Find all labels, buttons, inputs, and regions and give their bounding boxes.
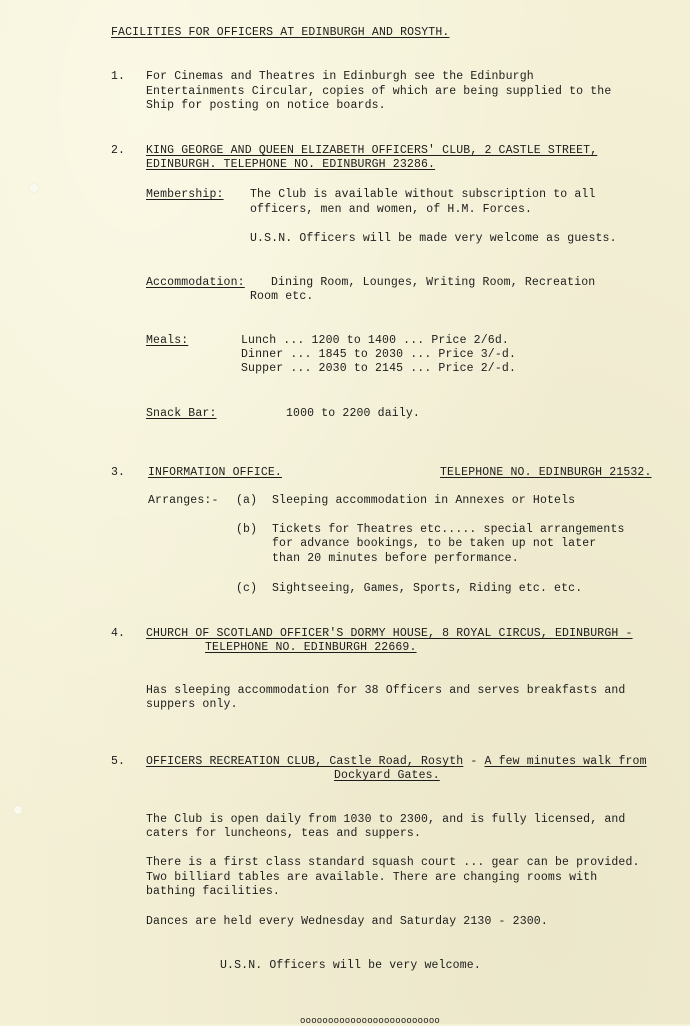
item-a-line-1: Sleeping accommodation in Annexes or Hotels <box>272 494 576 507</box>
section-2-heading-line-1: KING GEORGE AND QUEEN ELIZABETH OFFICERS' CLUB, 2 CASTLE STREET, <box>146 144 598 157</box>
snack-bar-label: Snack Bar: <box>146 407 217 420</box>
section-3-telephone: TELEPHONE NO. EDINBURGH 21532. <box>440 466 652 479</box>
section-1-line-3: Ship for posting on notice boards. <box>146 99 386 112</box>
section-2-heading-line-2: EDINBURGH. TELEPHONE NO. EDINBURGH 23286. <box>146 158 436 171</box>
meal-lunch: Lunch ... 1200 to 1400 ... Price 2/6d. <box>241 334 509 347</box>
section-5-walk-note: A few minutes walk from <box>484 755 647 768</box>
usn-welcome-guests: U.S.N. Officers will be made very welcome as guests. <box>250 232 617 245</box>
snack-bar-hours: 1000 to 2200 daily. <box>286 407 420 420</box>
membership-line-2: officers, men and women, of H.M. Forces. <box>250 203 533 216</box>
item-b-line-3: than 20 minutes before performance. <box>272 552 519 565</box>
meal-dinner: Dinner ... 1845 to 2030 ... Price 3/-d. <box>241 348 516 361</box>
section-2-number: 2. <box>111 144 126 157</box>
punch-hole-bottom <box>14 806 22 814</box>
section-4-line-1: Has sleeping accommodation for 38 Officers and serves breakfasts and <box>146 684 626 697</box>
item-c-letter: (c) <box>236 582 258 595</box>
document-title: FACILITIES FOR OFFICERS AT EDINBURGH AND ROSYTH. <box>111 26 450 39</box>
meal-supper: Supper ... 2030 to 2145 ... Price 2/-d. <box>241 362 516 375</box>
section-3-heading: INFORMATION OFFICE. <box>148 466 282 479</box>
section-5-club-name: OFFICERS RECREATION CLUB, Castle Road, Rosyth <box>146 755 464 768</box>
punch-hole-top <box>30 184 38 192</box>
item-b-line-2: for advance bookings, to be taken up not later <box>272 537 597 550</box>
item-b-line-1: Tickets for Theatres etc..... special arrangements <box>272 523 625 536</box>
section-5-para-2-line-2: Two billiard tables are available. There are changing rooms with <box>146 871 598 884</box>
membership-label: Membership: <box>146 188 224 201</box>
footer-rule: ooooooooooooooooooooooooo <box>300 1016 441 1026</box>
section-4-heading-line-1: CHURCH OF SCOTLAND OFFICER'S DORMY HOUSE, 8 ROYAL CIRCUS, EDINBURGH - <box>146 627 633 640</box>
section-5-heading-line-2: Dockyard Gates. <box>334 769 440 782</box>
section-5-para-1-line-2: caters for luncheons, teas and suppers. <box>146 827 421 840</box>
closing-welcome: U.S.N. Officers will be very welcome. <box>220 959 481 972</box>
section-1-number: 1. <box>111 70 126 83</box>
section-1-line-2: Entertainments Circular, copies of which are being supplied to the <box>146 85 612 98</box>
section-5-number: 5. <box>111 755 126 768</box>
section-4-line-2: suppers only. <box>146 698 238 711</box>
section-5-para-2-line-3: bathing facilities. <box>146 885 280 898</box>
section-5-dash: - <box>463 755 485 768</box>
accommodation-label: Accommodation: <box>146 276 245 289</box>
section-4-number: 4. <box>111 627 126 640</box>
section-5-dances: Dances are held every Wednesday and Saturday 2130 - 2300. <box>146 915 548 928</box>
section-5-heading-line-1 <box>146 755 647 768</box>
accommodation-line-1: Dining Room, Lounges, Writing Room, Recreation <box>271 276 596 289</box>
item-b-letter: (b) <box>236 523 258 536</box>
meals-label: Meals: <box>146 334 189 347</box>
section-1-line-1: For Cinemas and Theatres in Edinburgh see the Edinburgh <box>146 70 534 83</box>
section-5-para-1-line-1: The Club is open daily from 1030 to 2300, and is fully licensed, and <box>146 813 626 826</box>
section-5-para-2-line-1: There is a first class standard squash court ... gear can be provided. <box>146 856 640 869</box>
membership-line-1: The Club is available without subscription to all <box>250 188 596 201</box>
arranges-label: Arranges:- <box>148 494 219 507</box>
section-3-number: 3. <box>111 466 126 479</box>
item-c-line-1: Sightseeing, Games, Sports, Riding etc. etc. <box>272 582 583 595</box>
section-4-heading-line-2: TELEPHONE NO. EDINBURGH 22669. <box>205 641 417 654</box>
accommodation-line-2: Room etc. <box>250 290 314 303</box>
item-a-letter: (a) <box>236 494 258 507</box>
